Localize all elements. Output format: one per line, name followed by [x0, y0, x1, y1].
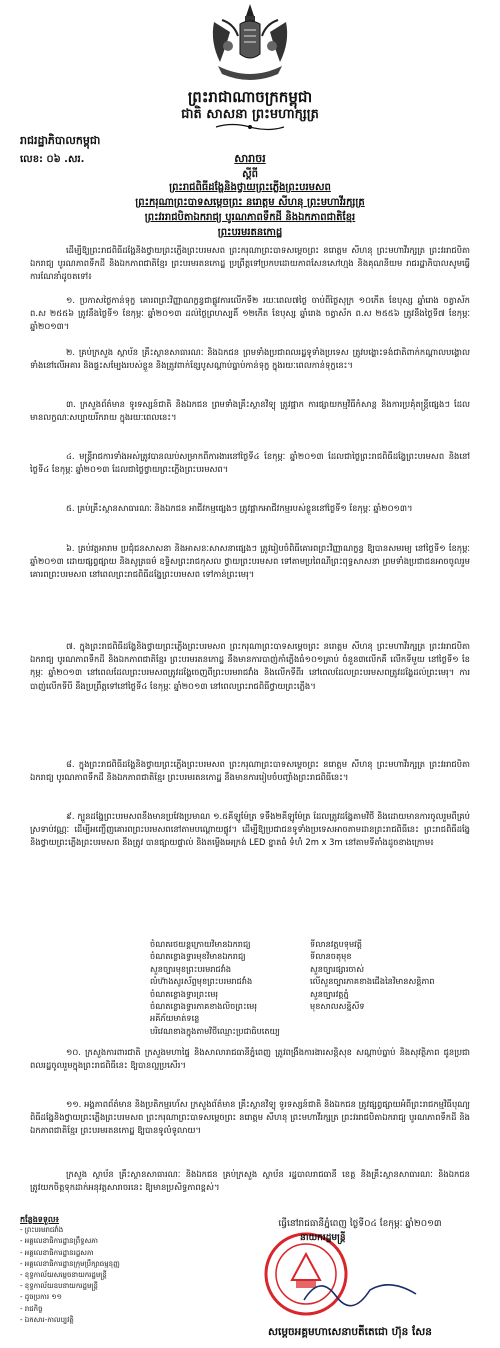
- closing-paragraph: ក្រសួង ស្ថាប័ន គ្រឹះស្ថានសាធារណៈ និងឯកជន គ្រប់ក្រសួង ស្ថាប័ន រដ្ឋបាលរាជធានី ខេត្ត និងគ្រឹះស្ថានសាធារណៈ និងឯកជន ត្រូវយកចិត្តទុកដាក់អនុវត្តសារាចរនេះ ឱ្យមានប្រសិទ្ធភាពខ្ពស់។: [30, 1169, 470, 1193]
- list-item: - អគ្គលេខាធិការដ្ឋានក្រុមប្រឹក្សាធម្មនុញ្ញ: [20, 1259, 120, 1268]
- document-subtype: ស្តីពី: [242, 169, 258, 180]
- list-item: - ព្រះបរមរាជវាំង: [20, 1226, 64, 1235]
- list-item: - អគ្គលេខាធិការដ្ឋានរដ្ឋសភា: [20, 1248, 94, 1257]
- national-motto: ជាតិ សាសនា ព្រះមហាក្សត្រ: [181, 107, 319, 122]
- paragraph-2: ២. គ្រប់ក្រសួង ស្ថាប័ន គ្រឹះស្ថានសាធារណៈ និងឯកជន ព្រមទាំងប្រជាពលរដ្ឋទូទាំងប្រទេស ត្រូវបង្ហោះទង់ជាតិពាក់កណ្តាលបង្គោល ទាំងនៅលើអគារ និងផ្ទះសម្បែងរបស់ខ្លួន និងត្រូវពាក់ខ្សែបូសណ្តាប់ធ្នាប់កាន់ទុក្ខ ក្នុងរយៈពេលកាន់ទុក្ខនេះ។: [30, 347, 470, 371]
- date-place: ធ្វើនៅរាជធានីភ្នំពេញ ថ្ងៃទី០៤ ខែកុម្ភៈ ឆ្នាំ២០១៣: [278, 1219, 442, 1229]
- paragraph-5: ៥. គ្រប់គ្រឹះស្ថានសាធារណៈ និងឯកជន អាជីវកម្មផ្សេងៗ ត្រូវផ្អាកអាជីវកម្មរបស់ខ្លួននៅថ្ងៃទី១ ខែកុម្ភៈ ឆ្នាំ២០១៣។: [66, 503, 413, 513]
- list-item: - ដូចប្រការ ១១: [20, 1293, 62, 1302]
- handwritten-signature-icon: [300, 1270, 420, 1310]
- list-item: - ខុទ្ទកាល័យសម្តេចនាយករដ្ឋមន្ត្រី: [20, 1271, 107, 1280]
- paragraph-4: ៤. មន្ត្រីរាជការទាំងអស់ត្រូវបានឈប់សម្រាកពីការងារនៅថ្ងៃទី៤ ខែកុម្ភៈ ឆ្នាំ២០១៣ ដែលជាថ្ងៃព្រះរាជពិធីដង្ហែព្រះបរមសព និងនៅថ្ងៃទី៤ ខែកុម្ភៈ ឆ្នាំ២០១៣ ដែលជាថ្ងៃថ្វាយព្រះភ្លើងព្រះបរមសព។: [30, 451, 470, 475]
- paragraph-10: ១០. ក្រសួងការពារជាតិ ក្រសួងមហាផ្ទៃ និងសាលារាជធានីភ្នំពេញ ត្រូវពង្រឹងការងារសន្តិសុខ សណ្តាប់ធ្នាប់ និងសុវត្ថិភាព ជូនប្រជាពលរដ្ឋចូលរួមក្នុងព្រះរាជពិធីនេះ ឱ្យបានល្អប្រសើរ។: [30, 1047, 470, 1071]
- ornament-divider-icon: [214, 122, 286, 132]
- list-item: ចំណតរថយន្តក្រោយវិមានឯករាជ្យ ទីលានវត្តបទុមវត្តី: [150, 939, 362, 949]
- list-item: អគីភ័យមាត់ទន្លេ: [150, 1013, 200, 1024]
- paragraph-9: ៩. ក្បួនដង្ហែព្រះបរមសពនឹងមានប្រវែងប្រមាណ ១.៥គីឡូម៉ែត្រ ទទឹង២គីឡូម៉ែត្រ ដែលត្រូវដង្ហែតាមវិថី និងដោយមានការចូលរួមពីគ្រប់ស្រទាប់វណ្ណៈ ដើម្បីអញ្ជើញគោរពព្រះបរមសពនៅតាមបណ្តោយផ្លូវ។ ដើម្បីឱ្យប្រជាជនទូទាំងប្រទេសអាចតាមដានព្រះរាជពិធីនេះ ព្រះរាជពិធីដង្ហែនិងថ្វាយព្រះភ្លើងព្រះបរមសព នឹងត្រូវ បានផ្សាយផ្ទាល់ និងតម្លើងអេក្រង់ LED ខ្នាតធំ ទំហំ 2m x 3m នៅតាមទីតាំងដូចខាងក្រោម៖: [30, 811, 470, 848]
- list-item: - រាជកិច្ច: [20, 1304, 43, 1313]
- recipients-heading: កន្លែងទទួល៖: [20, 1215, 60, 1224]
- subject-line: ព្រះវររាជបិតាឯករាជ្យ បូរណភាពទឹកដី និងឯកភាពជាតិខ្មែរ: [144, 212, 356, 223]
- list-item: លំហ៊ាងសូរស័ព្ទមុខព្រះបរមរាជវាំង លើសួនច្បារភាគខាងជើងនៃវិមានសន្តិភាព: [150, 976, 435, 987]
- paragraph-6: ៦. គ្រប់វត្តអារាម ប្រជុំជនសាសនា និងអាសនៈសាសនាផ្សេងៗ ត្រូវរៀបចំពិធីគោរពព្រះវិញ្ញាណក្ខន្ធ ឱ្យបានសមរម្យ នៅថ្ងៃទី១ ខែកុម្ភៈ ឆ្នាំ២០១៣ ដោយផ្សព្វផ្សាយ និងសូត្រធម៌ ឧទ្ទិសព្រះរាជកុសល ថ្វាយព្រះបរមសព ទៅតាមប្រពៃណីព្រះពុទ្ធសាសនា ព្រមទាំងប្រជាជនអាចចូលរួមគោរពព្រះបរមសព នៅពេលព្រះរាជពិធីដង្ហែព្រះបរមសព ទៅកាន់ព្រះមេរុ។: [30, 543, 470, 580]
- list-item: - ឯកសារ-កាលប្បវត្តិ: [20, 1315, 74, 1324]
- signature-title: នាយករដ្ឋមន្ត្រី: [300, 1233, 346, 1243]
- document-type: សារាចរ: [234, 152, 266, 165]
- paragraph-1: ១. ប្រកាសថ្ងៃកាន់ទុក្ខ គោរពព្រះវិញ្ញាណក្ខន្ធជាផ្លូវការលើកទី២ រយៈពេល៧ថ្ងៃ ចាប់ពីថ្ងៃសុក្រ ១០កើត ខែបុស្ស ឆ្នាំរោង ចត្វាស័ក ព.ស ២៥៥៦ ត្រូវនឹងថ្ងៃទី១ ខែកុម្ភៈ ឆ្នាំ២០១៣ ដល់ថ្ងៃព្រហស្បតិ៍ ១២កើត ខែបុស្ស ឆ្នាំរោង ចត្វាស័ក ព.ស ២៥៥៦ ត្រូវនឹងថ្ងៃទី៧ ខែកុម្ភៈ ឆ្នាំ២០១៣។: [30, 295, 470, 332]
- list-item: - ខុទ្ទកាល័យឧបនាយករដ្ឋមន្ត្រី: [20, 1282, 98, 1291]
- list-item: - អគ្គលេខាធិការដ្ឋានព្រឹទ្ធសភា: [20, 1237, 98, 1246]
- paragraph-8: ៨. ក្នុងព្រះរាជពិធីដង្ហែនិងថ្វាយព្រះភ្លើងព្រះបរមសព ព្រះករុណាព្រះបាទសម្តេចព្រះ នរោត្តម សីហនុ ព្រះមហាវីរក្សត្រ ព្រះវររាជបិតាឯករាជ្យ បូរណភាពទឹកដី និងឯកភាពជាតិខ្មែរ ព្រះបរមរតនកោដ្ឋ នឹងមានការរៀបចំបញ្ចាំងព្រះរាជពិធីនេះ។: [30, 759, 470, 783]
- royal-coat-of-arms-icon: [204, 2, 296, 86]
- list-item: បរិវេណខាងក្នុងតាមវិថីឈ្មោះប្រជាធិបតេយ្យ: [150, 1025, 280, 1036]
- government-label: រាជរដ្ឋាភិបាលកម្ពុជា: [20, 134, 101, 147]
- paragraph-7: ៧. ក្នុងព្រះរាជពិធីដង្ហែនិងថ្វាយព្រះភ្លើងព្រះបរមសព ព្រះករុណាព្រះបាទសម្តេចព្រះ នរោត្តម សីហនុ ព្រះមហាវីរក្សត្រ ព្រះវររាជបិតាឯករាជ្យ បូរណភាពទឹកដី និងឯកភាពជាតិខ្មែរ ព្រះបរមរតនកោដ្ឋ នឹងមានការបាញ់កាំភ្លើងធំ១០១គ្រាប់ ចំនួន៣លើកគឺ លើកទីមួយ នៅថ្ងៃទី១ ខែកុម្ភៈ ឆ្នាំ២០១៣ នៅពេលដែលព្រះបរមសពត្រូវដង្ហែចេញពីព្រះបរមរាជវាំង និងលើកទីពីរ នៅពេលដែលព្រះបរមសពត្រូវដង្ហែដល់ព្រះមេរុ។ ការបាញ់លើកទីបី នឹងប្រព្រឹត្តទៅនៅថ្ងៃទី៤ ខែកុម្ភៈ ឆ្នាំ២០១៣ នៅពេលព្រះរាជពិធីថ្វាយព្រះភ្លើង។: [30, 641, 470, 691]
- screen-locations-list: [150, 938, 470, 1037]
- intro-paragraph: ដើម្បីឱ្យព្រះរាជពិធីដង្ហែនិងថ្វាយព្រះភ្លើងព្រះបរមសព ព្រះករុណាព្រះបាទសម្តេចព្រះ នរោត្តម សីហនុ ព្រះមហាវីរក្សត្រ ព្រះវររាជបិតាឯករាជ្យ បូរណភាពទឹកដី និងឯកភាពជាតិខ្មែរ ព្រះបរមរតនកោដ្ឋ ប្រព្រឹត្តទៅប្រកបដោយភាពសែនសៅហ្មង និងគុណនីយម រាជរដ្ឋាភិបាលសូមធ្វើការណែនាំដូចតទៅ៖: [30, 245, 470, 282]
- paragraph-11: ១១. អង្គភាពព័ត៌មាន និងប្រតិកម្មរហ័ស ក្រសួងព័ត៌មាន គ្រឹះស្ថានវិទ្យុ ទូរទស្សន៍ជាតិ និងឯកជន ត្រូវផ្សព្វផ្សាយអំពីព្រះរាជកម្មវិធីបុណ្យ ពិធីដង្ហែនិងថ្វាយព្រះភ្លើងព្រះបរមសព ព្រះករុណាព្រះបាទសម្តេចព្រះ នរោត្តម សីហនុ ព្រះមហាវីរក្សត្រ ព្រះវររាជបិតាឯករាជ្យ បូរណភាពទឹកដី និងឯកភាពជាតិខ្មែរ ព្រះបរមរតនកោដ្ឋ ឱ្យបានទូលំទូលាយ។: [30, 1099, 470, 1136]
- subject-line: ព្រះករុណាព្រះបាទសម្តេចព្រះ នរោត្តម សីហនុ ព្រះមហាវីរក្សត្រ: [135, 197, 365, 208]
- subject-line: ព្រះរាជពិធីដង្ហែនិងថ្វាយព្រះភ្លើងព្រះបរមសព: [169, 182, 331, 193]
- paragraph-3: ៣. ក្រសួងព័ត៌មាន ទូរទស្សន៍ជាតិ និងឯកជន ព្រមទាំងគ្រឹះស្ថានវិទ្យុ ត្រូវផ្អាក ការផ្សាយកម្មវិធីកំសាន្ត និងការប្រគុំតន្ត្រីផ្សេងៗ ដែលមានលក្ខណៈសប្បាយរីករាយ ក្នុងរយៈពេលនេះ។: [30, 399, 470, 423]
- list-item: ចំណតខ្លោងទ្វារព្រះមេរុ សួនច្បារវត្តភ្នំ: [150, 988, 349, 999]
- kingdom-heading: ព្រះរាជាណាចក្រកម្ពុជា: [187, 88, 313, 106]
- list-item: ចំណតខ្លោងទ្វារភាគខាងលិចព្រះមេរុ មុខសាលសន្និសីទ: [150, 1001, 365, 1012]
- recipients-block: [20, 1214, 140, 1326]
- signer-name: សម្តេចអគ្គមហាសេនាបតីតេជោ ហ៊ុន សែន: [268, 1326, 432, 1338]
- subject-line: ព្រះបរមរតនកោដ្ឋ: [217, 227, 283, 238]
- reference-number: លេខ: ០៦ .សរ.: [20, 154, 85, 165]
- list-item: ចំណតខ្លោងទ្វារមុខវិមានឯករាជ្យ ទីលានចតុមុខ: [150, 951, 352, 962]
- list-item: សួនច្បារមុខព្រះបរមរាជវាំង សួនច្បារផ្សារចាស់: [150, 963, 365, 974]
